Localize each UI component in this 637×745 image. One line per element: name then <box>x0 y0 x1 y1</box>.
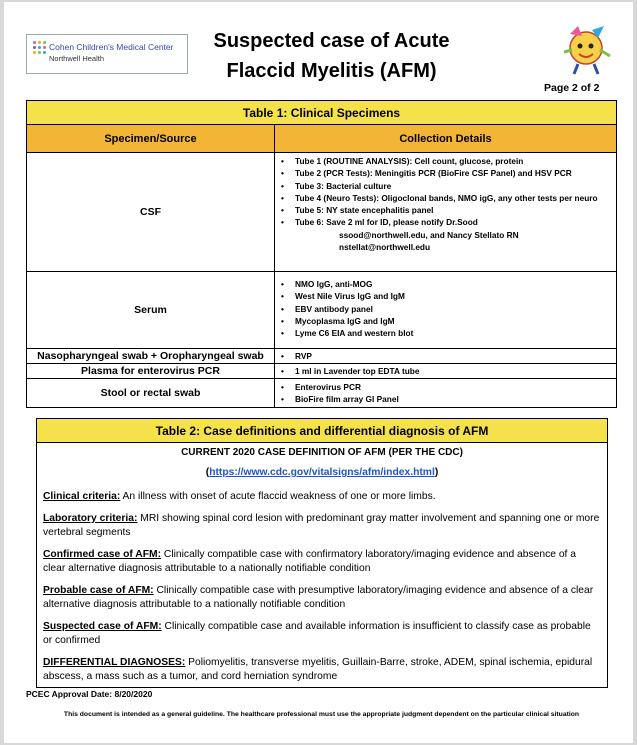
case-definitions-table <box>36 418 608 688</box>
definition-text: Clinically compatible case with confirmatory laboratory/imaging evidence and absence of a clear alternative diagnosis attributable to a nationally notifiable condition <box>43 549 576 574</box>
title-line-1: Suspected case of Acute <box>213 30 450 52</box>
definition-text: Clinically compatible case with presumptive laboratory/imaging evidence and absence of a clear alternative diagnosis attributable to a nationally notifiable condition <box>43 585 594 610</box>
table1-header-row <box>27 125 616 153</box>
link-open-paren: ( <box>205 467 210 478</box>
table-row <box>27 379 616 407</box>
contact-line-1: ssood@northwell.edu, and Nancy Stellato RN <box>339 229 519 240</box>
definition-label: Confirmed case of AFM: <box>43 549 162 560</box>
table2-title: Table 2: Case definitions and differential diagnosis of AFM <box>37 419 607 443</box>
definition-label: Laboratory criteria: <box>43 513 138 524</box>
list-item: • NMO IgG, anti-MOG <box>281 278 612 290</box>
list-item <box>281 216 612 253</box>
logo-name: Cohen Children's Medical Center <box>49 42 174 52</box>
details-cell <box>275 349 616 363</box>
specimen-cell: Plasma for enterovirus PCR <box>27 364 275 378</box>
list-item: • Mycoplasma IgG and IgM <box>281 315 612 327</box>
cdc-link-line <box>43 466 601 480</box>
definition-label: DIFFERENTIAL DIAGNOSES: <box>43 657 186 668</box>
table1-title: Table 1: Clinical Specimens <box>27 101 616 125</box>
details-cell <box>275 379 616 407</box>
disclaimer-footer: This document is intended as a general guideline. The healthcare professional must use the appropriate judgment dependent on the particular clinical situation <box>63 711 580 718</box>
list-item: • BioFire film array GI Panel <box>281 393 612 405</box>
title-line-2: Flaccid Myelitis (AFM) <box>226 60 437 82</box>
confirmed-case <box>43 548 601 576</box>
document-title <box>194 26 469 86</box>
list-item: • 1 ml in Lavender top EDTA tube <box>281 365 612 377</box>
probable-case <box>43 584 601 612</box>
definition-text: An illness with onset of acute flaccid weakness of one or more limbs. <box>120 491 436 502</box>
approval-date: PCEC Approval Date: 8/20/2020 <box>26 689 153 699</box>
details-column-header: Collection Details <box>399 132 492 145</box>
document-page <box>4 2 633 743</box>
specimen-cell: Stool or rectal swab <box>27 379 275 407</box>
definition-label: Suspected case of AFM: <box>43 621 162 632</box>
suspected-case <box>43 620 601 648</box>
page-number: Page 2 of 2 <box>544 82 600 94</box>
clinical-criteria <box>43 490 601 504</box>
logo-subtitle: Northwell Health <box>49 54 105 63</box>
list-item: • West Nile Virus IgG and IgM <box>281 290 612 302</box>
list-item: • Enterovirus PCR <box>281 381 612 393</box>
table-row <box>27 349 616 364</box>
current-definition-heading: CURRENT 2020 CASE DEFINITION OF AFM (PER THE CDC) <box>181 447 463 458</box>
list-item: • EBV antibody panel <box>281 303 612 315</box>
definition-label: Clinical criteria: <box>43 491 121 502</box>
details-cell <box>275 364 616 378</box>
table-row <box>27 364 616 379</box>
list-item: • Lyme C6 EIA and western blot <box>281 327 612 339</box>
table2-body <box>37 446 607 684</box>
clinical-specimens-table <box>26 100 617 408</box>
definition-text: Poliomyelitis, transverse myelitis, Guillain-Barre, stroke, ADEM, spinal ischemia, epidural abscess, a mass such as a tumor, and cord herniation syndrome <box>43 657 593 682</box>
definition-text: MRI showing spinal cord lesion with predominant gray matter involvement and spanning one or more vertebral segments <box>43 513 600 538</box>
specimen-column-header: Specimen/Source <box>27 125 275 152</box>
list-item: • Tube 2 (PCR Tests): Meningitis PCR (BioFire CSF Panel) and HSV PCR <box>281 167 612 179</box>
table-row <box>27 153 616 272</box>
details-cell <box>275 272 616 348</box>
list-item: • Tube 1 (ROUTINE ANALYSIS): Cell count, glucose, protein <box>281 155 612 167</box>
table-row <box>27 272 616 349</box>
definition-text: Clinically compatible case and available information is insufficient to classify case as probable or confirmed <box>43 621 591 646</box>
details-cell <box>275 153 616 271</box>
definition-label: Probable case of AFM: <box>43 585 154 596</box>
list-item: • RVP <box>281 350 612 362</box>
cdc-link[interactable]: https://www.cdc.gov/vitalsigns/afm/index.html <box>209 467 435 478</box>
laboratory-criteria <box>43 512 601 540</box>
cohen-childrens-logo <box>26 34 188 74</box>
differential-diagnoses <box>43 656 601 684</box>
list-item: • Tube 4 (Neuro Tests): Oligoclonal bands, NMO igG, any other tests per neuro <box>281 192 612 204</box>
specimen-cell: CSF <box>27 153 275 271</box>
list-item: • Tube 3: Bacterial culture <box>281 180 612 192</box>
contact-line-2: nstellat@northwell.edu <box>339 242 431 253</box>
list-item: • Tube 5: NY state encephalitis panel <box>281 204 612 216</box>
specimen-cell: Nasopharyngeal swab + Oropharyngeal swab <box>27 349 275 363</box>
mascot-icon <box>556 22 614 78</box>
logo-dots-icon <box>33 41 47 55</box>
specimen-cell: Serum <box>27 272 275 348</box>
list-item-text: Tube 6: Save 2 ml for ID, please notify Dr.Sood <box>295 217 478 228</box>
link-close-paren: ) <box>434 467 439 478</box>
